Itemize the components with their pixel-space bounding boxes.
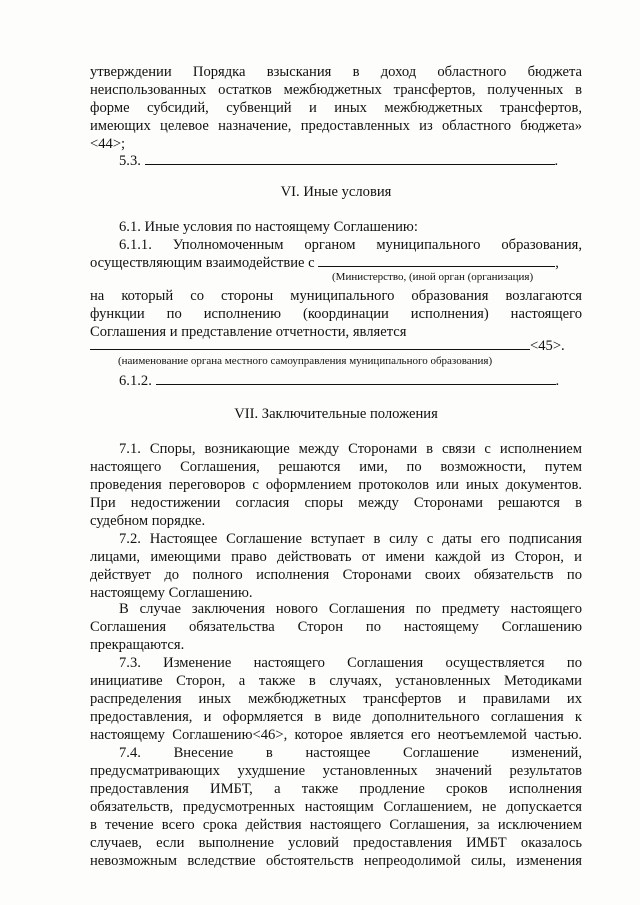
- clause-7-1-line: При недостижении согласия споры между Сторонами решаются в: [90, 495, 582, 511]
- ministry-blank-comma: ,: [555, 255, 559, 271]
- clause-7-4-line: в течение всего срока действия настоящего Соглашения, за исключением: [90, 817, 582, 833]
- clause-7-4-line: 7.4. Внесение в настоящее Соглашение изменений,: [119, 745, 582, 761]
- clause-6-1-2-blank: [156, 372, 556, 385]
- clause-7-1-line: настоящего Соглашения, решаются ими, по возможности, путем: [90, 459, 582, 475]
- intro-line-1: утверждении Порядка взыскания в доход областного бюджета: [90, 64, 582, 80]
- clause-6-1-1-text: осуществляющим взаимодействие с: [90, 255, 315, 271]
- clause-6-1-1-line-3: на который со стороны муниципального образования возлагаются: [90, 288, 582, 304]
- clause-7-2-line: действует до полного исполнения Сторонами своих обязательств по: [90, 567, 582, 583]
- clause-7-2-line: настоящему Соглашению.: [90, 585, 253, 601]
- section-7-heading: VII. Заключительные положения: [234, 406, 438, 422]
- ministry-label: (Министерство, (иной орган (организация): [332, 271, 534, 283]
- clause-7-4-line: случаев, если выполнение условий предоставления ИМБТ оказалось: [90, 835, 582, 851]
- clause-6-1-1-line-1: 6.1.1. Уполномоченным органом муниципального образования,: [119, 237, 582, 253]
- clause-7-3-line: настоящему Соглашению<46>, которое является его неотъемлемой частью.: [90, 727, 582, 743]
- clause-5-3-period: .: [554, 153, 559, 169]
- clause-7-1-line: 7.1. Споры, возникающие между Сторонами в связи с исполнением: [119, 441, 582, 457]
- clause-7-3-line: предоставления, и оформляется в виде дополнительного соглашения к: [90, 709, 582, 725]
- org-blank-line: [90, 337, 582, 355]
- clause-6-1: 6.1. Иные условия по настоящему Соглашению:: [119, 219, 418, 235]
- clause-6-1-2: [119, 372, 579, 390]
- clause-6-1-1-line-4: функции по исполнению (координации исполнения) настоящего: [90, 306, 582, 322]
- clause-5-3-blank: [145, 152, 555, 165]
- clause-6-1-1-line-2: [90, 254, 582, 272]
- intro-line-4: имеющих целевое назначение, предоставленных из областного бюджета»: [90, 118, 582, 134]
- clause-7-3-line: инициативе Сторон, а также в случаях, установленных Методиками: [90, 673, 582, 689]
- clause-7-4-line: предоставления ИМБТ, а также продление сроков исполнения: [90, 781, 582, 797]
- clause-6-1-2-number: 6.1.2.: [119, 373, 152, 389]
- clause-5-3: [119, 152, 579, 170]
- clause-7-1-line: проведения переговоров с оформлением протоколов или иных документов.: [90, 477, 582, 493]
- clause-7-4-line: невозможным вследствие обстоятельств непреодолимой силы, изменения: [90, 853, 582, 869]
- clause-7-4-line: предусматривающих ухудшение установленных значений результатов: [90, 763, 582, 779]
- clause-6-1-2-period: .: [555, 373, 560, 389]
- ministry-blank: [318, 254, 555, 267]
- section-6-heading: VI. Иные условия: [280, 184, 392, 200]
- intro-line-5: <44>;: [90, 136, 126, 152]
- clause-7-2-line: лицами, имеющими право действовать от имени каждой из Сторон, и: [90, 549, 582, 565]
- org-label: (наименование органа местного самоуправления муниципального образования): [118, 355, 493, 367]
- intro-line-2: неиспользованных остатков межбюджетных трансфертов, полученных в: [90, 82, 582, 98]
- clause-5-3-number: 5.3.: [119, 153, 141, 169]
- clause-7-3-line: распределения иных межбюджетных трансфертов и правилами их: [90, 691, 582, 707]
- org-blank: [90, 337, 530, 350]
- footnote-ref-45: <45>.: [530, 338, 565, 354]
- clause-7-1-line: судебном порядке.: [90, 513, 206, 529]
- clause-7-4-line: обязательств, предусмотренных настоящим Соглашением, не допускается: [90, 799, 582, 815]
- intro-line-3: форме субсидий, субвенций и иных межбюджетных трансфертов,: [90, 100, 582, 116]
- clause-7-2-line: 7.2. Настоящее Соглашение вступает в силу с даты его подписания: [119, 531, 582, 547]
- clause-6-1-1-line-5: Соглашения и представление отчетности, является: [90, 324, 407, 340]
- clause-7-3-line: 7.3. Изменение настоящего Соглашения осуществляется по: [119, 655, 582, 671]
- clause-7-2-extra-line: прекращаются.: [90, 637, 185, 653]
- clause-7-2-extra-line: Соглашения обязательства Сторон по настоящему Соглашению: [90, 619, 582, 635]
- clause-7-2-extra-line: В случае заключения нового Соглашения по предмету настоящего: [119, 601, 582, 617]
